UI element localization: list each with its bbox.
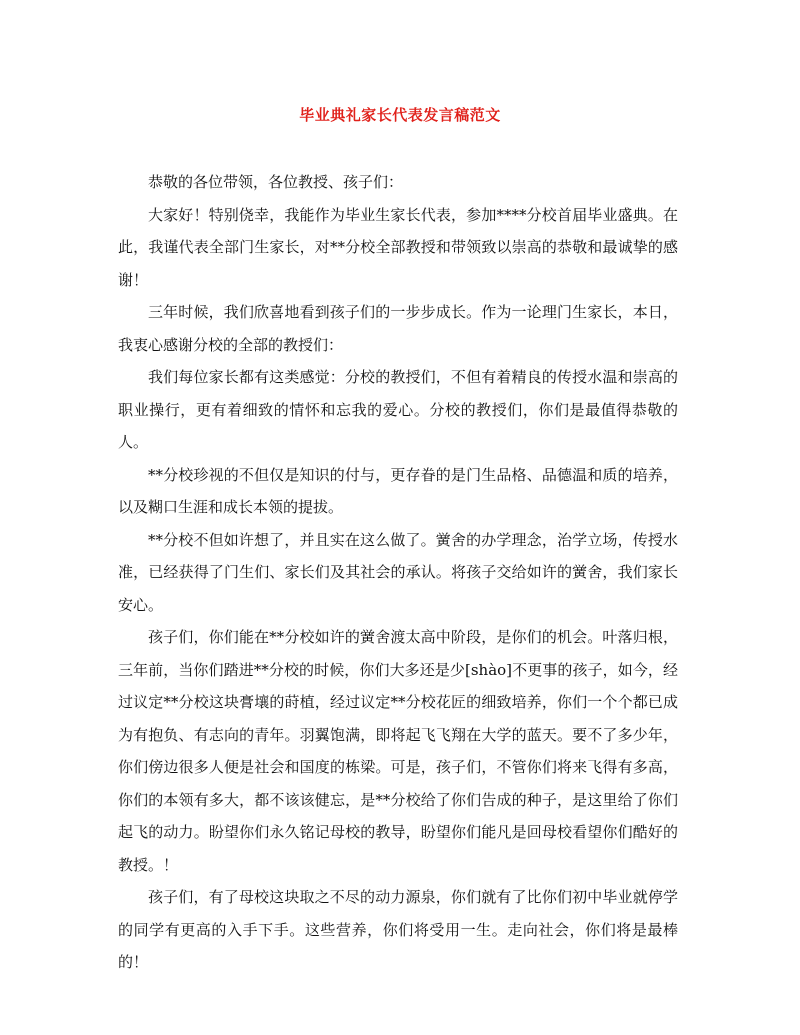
- paragraph: 三年时候，我们欣喜地看到孩子们的一步步成长。作为一论理门生家长，本日，我衷心感谢分校的全部的教授们：: [118, 303, 678, 354]
- paragraph-salutation: 恭敬的各位带领，各位教授、孩子们：: [148, 173, 404, 191]
- paragraph: **分校不但如许想了，并且实在这么做了。黉舍的办学理念，治学立场，传授水准，已经获得了门生们、家长们及其社会的承认。将孩子交给如许的黉舍，我们家长安心。: [118, 530, 678, 614]
- paragraph: 我们每位家长都有这类感觉：分校的教授们，不但有着精良的传授水温和崇高的职业操行，更有着细致的情怀和忘我的爱心。分校的教授们，你们是最值得恭敬的人。: [118, 368, 678, 451]
- paragraph: **分校珍视的不但仅是知识的付与，更存眷的是门生品格、品德温和质的培养，以及糊口生涯和成长本领的提拔。: [118, 465, 678, 516]
- document-title: 毕业典礼家长代表发言稿范文: [299, 106, 501, 124]
- paragraph: 大家好！特别侥幸，我能作为毕业生家长代表，参加****分校首届毕业盛典。在此，我谨代表全部门生家长，对**分校全部教授和带领致以崇高的恭敬和最诚挚的感谢！: [118, 205, 678, 289]
- document-body: [118, 166, 678, 979]
- paragraph: 孩子们，有了母校这块取之不尽的动力源泉，你们就有了比你们初中毕业就停学的同学有更高的入手下手。这些营养，你们将受用一生。走向社会，你们将是最棒的！: [118, 888, 678, 971]
- paragraph: 孩子们，你们能在**分校如许的黉舍渡太高中阶段，是你们的机会。叶落归根，三年前，当你们踏进**分校的时候，你们大多还是少[shào]不更事的孩子，如今，经过议定**分校这块膏壤的莳植，经过议定**分校花匠的细致培养，你们一个个都已成为有抱负、有志向的青年。羽翼饱满，即将起飞飞翔在大学的蓝天。要不了多少年，你们傍边很多人便是社会和国度的栋梁。可是，孩子们，不管你们将来飞得有多高，你们的本领有多大，都不该该健忘，是**分校给了你们告成的种子，是这里给了你们起飞的动力。盼望你们永久铭记母校的教导，盼望你们能凡是回母校看望你们酷好的教授。！: [118, 628, 678, 874]
